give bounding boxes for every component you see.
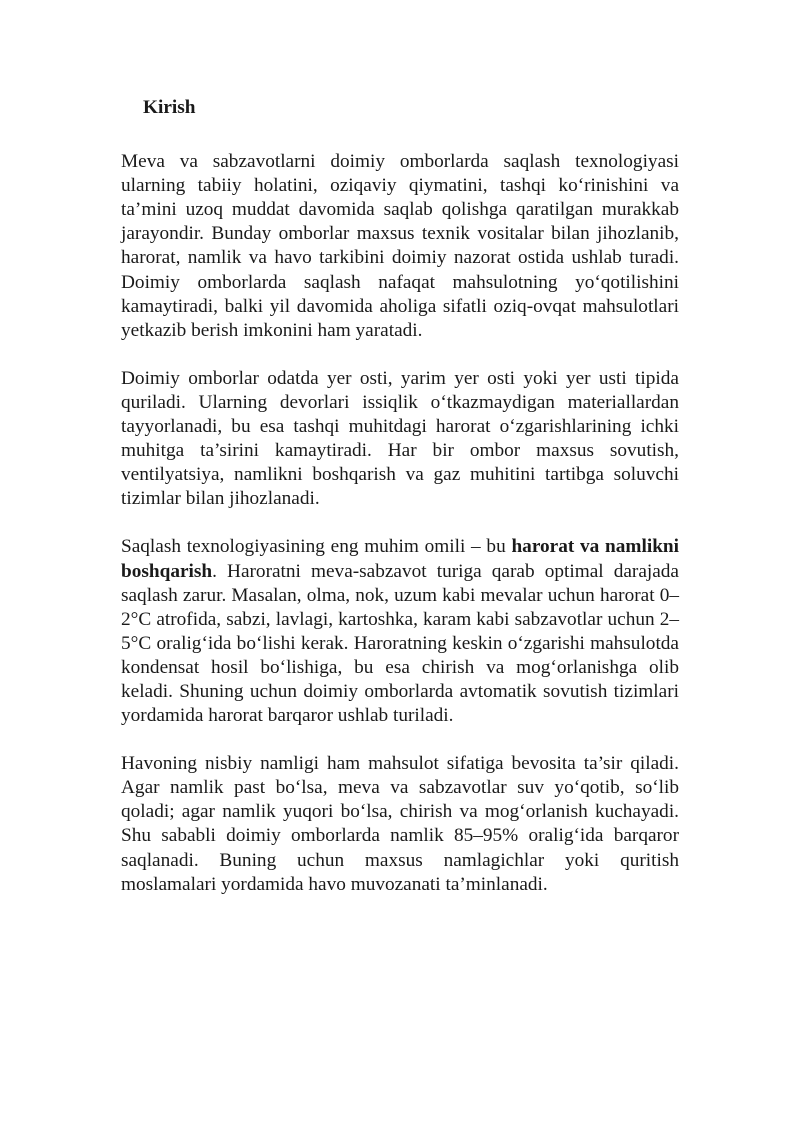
paragraph-temperature	[121, 535, 679, 728]
paragraph-humidity: Havoning nisbiy namligi ham mahsulot sifatiga bevosita ta’sir qiladi. Agar namlik past bo‘lsa, meva va sabzavotlar suv yo‘qotib, so‘lib qoladi; agar namlik yuqori bo‘lsa, chirish va mog‘orlanish kuchayadi. Shu sababli doimiy omborlarda namlik 85–95% oralig‘ida barqaror saqlanadi. Buning uchun maxsus namlagichlar yoki quritish moslamalari yordamida havo muvozanati ta’minlanadi.	[121, 753, 679, 895]
document-body	[121, 96, 679, 921]
paragraph-temperature-rest: . Haroratni meva-sabzavot turiga qarab optimal darajada saqlash zarur. Masalan, olma, nok, uzum kabi mevalar uchun harorat 0–2°C atrofida, sabzi, lavlagi, kartoshka, karam kabi sabzavotlar uchun 2–5°C oralig‘ida bo‘lishi kerak. Haroratning keskin o‘zgarishi mahsulotda kondensat hosil bo‘lishiga, bu esa chirish va mog‘orlanishga olib keladi. Shuning uchun doimiy omborlarda avtomatik sovutish tizimlari yordamida harorat barqaror ushlab turiladi.	[121, 560, 679, 727]
paragraph-intro: Meva va sabzavotlarni doimiy omborlarda saqlash texnologiyasi ularning tabiiy holatini, oziqaviy qiymatini, tashqi ko‘rinishini va ta’mini uzoq muddat davomida saqlab qolishga qaratilgan murakkab jarayondir. Bunday omborlar maxsus texnik vositalar bilan jihozlanib, harorat, namlik va havo tarkibini doimiy nazorat ostida ushlab turadi. Doimiy omborlarda saqlash nafaqat mahsulotning yo‘qotilishini kamaytiradi, balki yil davomida aholiga sifatli oziq-ovqat mahsulotlari yetkazib berish imkonini ham yaratadi.	[121, 151, 679, 341]
section-heading: Kirish	[143, 97, 196, 118]
paragraph-temperature-start: Saqlash texnologiyasining eng muhim omili – bu	[121, 536, 512, 558]
paragraph-construction: Doimiy omborlar odatda yer osti, yarim yer osti yoki yer usti tipida quriladi. Ularning devorlari issiqlik o‘tkazmaydigan materiallardan tayyorlanadi, bu esa tashqi muhitdagi harorat o‘zgarishlarining ichki muhitga ta’sirini kamaytiradi. Har bir ombor maxsus sovutish, ventilyatsiya, namlikni boshqarish va gaz muhitini tartibga soluvchi tizimlar bilan jihozlanadi.	[121, 367, 679, 510]
paragraph-temperature-emphasis: harorat va namlikni boshqarish	[121, 536, 679, 582]
